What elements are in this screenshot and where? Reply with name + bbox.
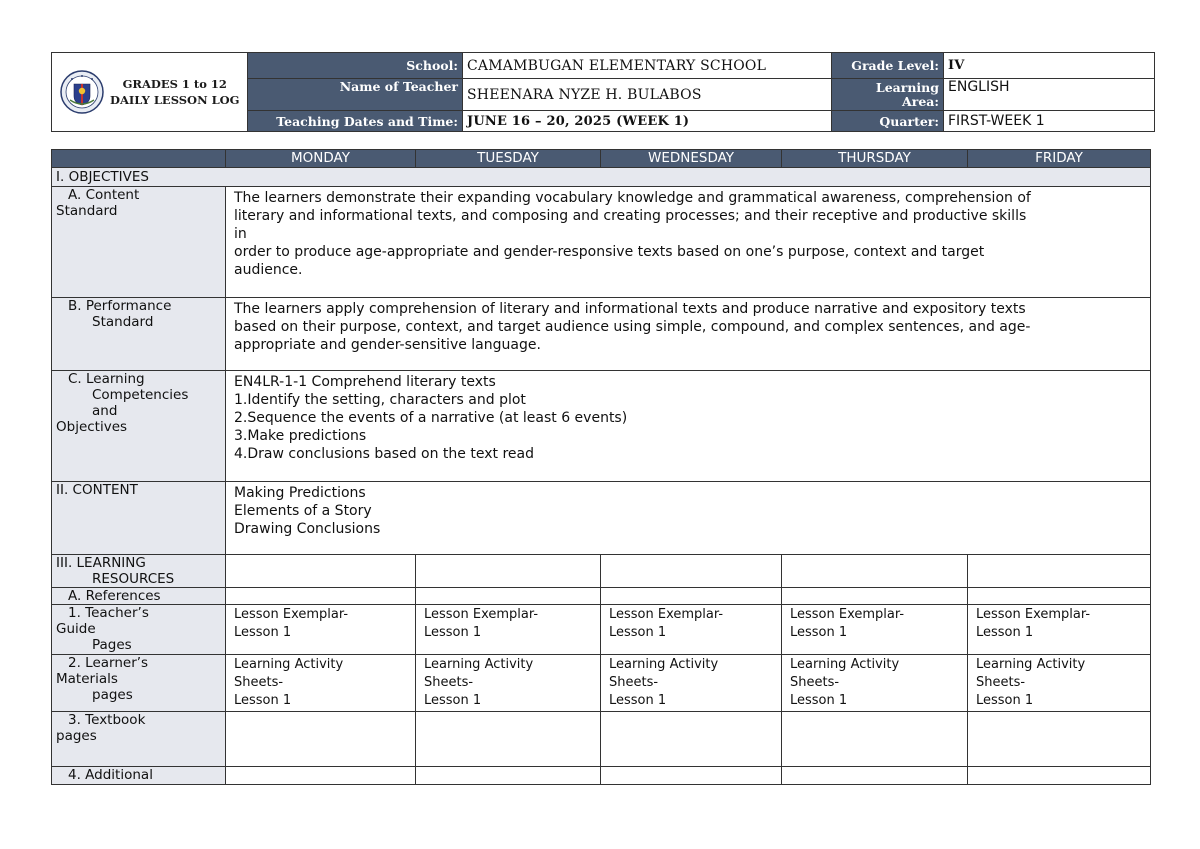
learning-area-value: ENGLISH — [944, 79, 1155, 111]
learners-materials-row — [52, 655, 1151, 712]
resources-cell-wednesday — [601, 555, 782, 588]
day-header-thursday: THURSDAY — [782, 150, 968, 168]
header-table — [51, 52, 1155, 132]
lesson-table — [51, 149, 1151, 785]
textbook-cell-wednesday — [601, 712, 782, 767]
content-standard-row — [52, 187, 1151, 298]
textbook-row — [52, 712, 1151, 767]
resources-cell-tuesday — [416, 555, 601, 588]
objectives-title: I. OBJECTIVES — [52, 168, 1151, 187]
references-cell-monday — [226, 588, 416, 605]
textbook-label: 3. Textbook pages — [52, 712, 226, 767]
teachers-guide-cell-thursday: Lesson Exemplar- Lesson 1 — [782, 605, 968, 655]
learners-materials-label: 2. Learner’s Materials pages — [52, 655, 226, 712]
learners-materials-cell-tuesday: Learning Activity Sheets- Lesson 1 — [416, 655, 601, 712]
learners-materials-cell-monday: Learning Activity Sheets- Lesson 1 — [226, 655, 416, 712]
content-standard-label: A. Content Standard — [52, 187, 226, 298]
day-header-tuesday: TUESDAY — [416, 150, 601, 168]
references-cell-friday — [968, 588, 1151, 605]
teachers-guide-cell-monday: Lesson Exemplar- Lesson 1 — [226, 605, 416, 655]
references-cell-wednesday — [601, 588, 782, 605]
resources-cell-friday — [968, 555, 1151, 588]
logo-cell — [52, 53, 248, 132]
teaching-dates-value: JUNE 16 – 20, 2025 (WEEK 1) — [463, 111, 832, 132]
learners-materials-cell-thursday: Learning Activity Sheets- Lesson 1 — [782, 655, 968, 712]
additional-cell-wednesday — [601, 767, 782, 785]
teaching-dates-label: Teaching Dates and Time: — [248, 111, 463, 132]
teacher-label: Name of Teacher — [248, 79, 463, 111]
performance-standard-text: The learners apply comprehension of literary and informational texts and produce narrative and expository texts based on their purpose, context, and target audience using simple, compound, and complex sentences, and age- appropriate and gender-sensitive language. — [226, 298, 1151, 371]
school-value: CAMAMBUGAN ELEMENTARY SCHOOL — [463, 53, 832, 79]
additional-cell-monday — [226, 767, 416, 785]
teachers-guide-row — [52, 605, 1151, 655]
additional-row — [52, 767, 1151, 785]
resources-cell-monday — [226, 555, 416, 588]
deped-seal-icon — [60, 70, 104, 114]
learning-resources-row — [52, 555, 1151, 588]
performance-standard-row — [52, 298, 1151, 371]
competencies-label: C. Learning Competencies and Objectives — [52, 371, 226, 482]
content-standard-text: The learners demonstrate their expanding vocabulary knowledge and grammatical awareness, comprehension of literary and informational texts, and composing and creating processes; and their receptive and productive skills in order to produce age-appropriate and gender-responsive texts based on one’s purpose, context and target audience. — [226, 187, 1151, 298]
competencies-row — [52, 371, 1151, 482]
day-header-blank — [52, 150, 226, 168]
references-label: A. References — [52, 588, 226, 605]
additional-cell-friday — [968, 767, 1151, 785]
textbook-cell-friday — [968, 712, 1151, 767]
additional-cell-tuesday — [416, 767, 601, 785]
day-header-monday: MONDAY — [226, 150, 416, 168]
references-cell-thursday — [782, 588, 968, 605]
day-header-friday: FRIDAY — [968, 150, 1151, 168]
content-label: II. CONTENT — [52, 482, 226, 555]
references-cell-tuesday — [416, 588, 601, 605]
grade-level-label: Grade Level: — [832, 53, 944, 79]
day-header-wednesday: WEDNESDAY — [601, 150, 782, 168]
day-header-row — [52, 150, 1151, 168]
log-title: GRADES 1 to 12 DAILY LESSON LOG — [110, 77, 240, 107]
competencies-text: EN4LR-1-1 Comprehend literary texts 1.Identify the setting, characters and plot 2.Sequence the events of a narrative (at least 6 events) 3.Make predictions 4.Draw conclusions based on the text read — [226, 371, 1151, 482]
performance-standard-label: B. Performance Standard — [52, 298, 226, 371]
references-row — [52, 588, 1151, 605]
content-text: Making Predictions Elements of a Story Drawing Conclusions — [226, 482, 1151, 555]
learners-materials-cell-friday: Learning Activity Sheets- Lesson 1 — [968, 655, 1151, 712]
textbook-cell-thursday — [782, 712, 968, 767]
objectives-section-row — [52, 168, 1151, 187]
teachers-guide-label: 1. Teacher’s Guide Pages — [52, 605, 226, 655]
additional-label: 4. Additional — [52, 767, 226, 785]
content-row — [52, 482, 1151, 555]
teacher-value: SHEENARA NYZE H. BULABOS — [463, 79, 832, 111]
teachers-guide-cell-wednesday: Lesson Exemplar- Lesson 1 — [601, 605, 782, 655]
learning-area-label: Learning Area: — [832, 79, 944, 111]
resources-cell-thursday — [782, 555, 968, 588]
school-label: School: — [248, 53, 463, 79]
quarter-value: FIRST-WEEK 1 — [944, 111, 1155, 132]
textbook-cell-tuesday — [416, 712, 601, 767]
grade-level-value: IV — [944, 53, 1155, 79]
quarter-label: Quarter: — [832, 111, 944, 132]
teachers-guide-cell-tuesday: Lesson Exemplar- Lesson 1 — [416, 605, 601, 655]
textbook-cell-monday — [226, 712, 416, 767]
additional-cell-thursday — [782, 767, 968, 785]
teachers-guide-cell-friday: Lesson Exemplar- Lesson 1 — [968, 605, 1151, 655]
learning-resources-label: III. LEARNING RESOURCES — [52, 555, 226, 588]
learners-materials-cell-wednesday: Learning Activity Sheets- Lesson 1 — [601, 655, 782, 712]
